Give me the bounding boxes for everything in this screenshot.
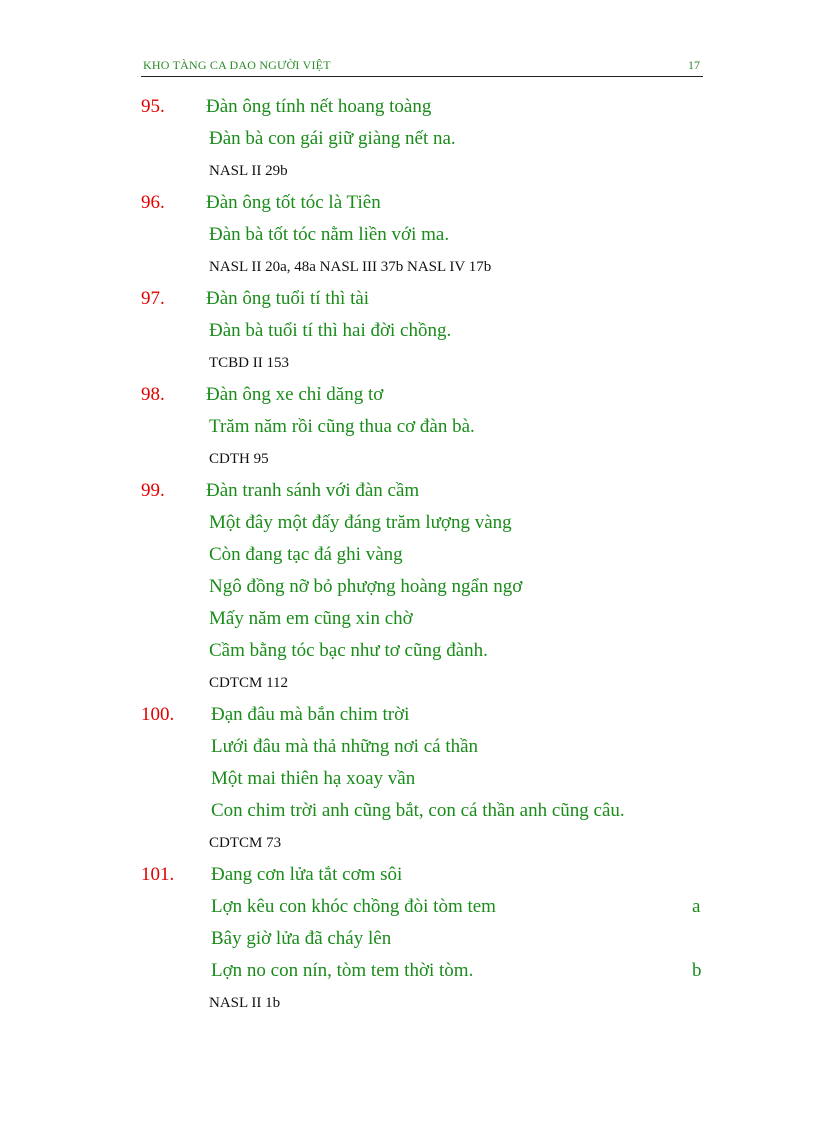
verse-line-text: Ngô đồng nỡ bỏ phượng hoàng ngẩn ngơ (209, 576, 523, 597)
verse-number: 98. (141, 384, 165, 405)
verse-line (0, 475, 816, 507)
book-title: KHO TÀNG CA DAO NGƯỜI VIỆT (143, 58, 331, 72)
verse-line-text: Đàn ông tính nết hoang toàng (206, 96, 432, 117)
verse-line-text: Còn đang tạc đá ghi vàng (209, 544, 403, 565)
verse-line-text: Lưới đâu mà thả những nơi cá thần (211, 736, 479, 757)
verse-line-text: Trăm năm rồi cũng thua cơ đàn bà. (209, 416, 475, 437)
verse-number: 96. (141, 192, 165, 213)
verse-line-text: Đàn tranh sánh với đàn cầm (206, 480, 420, 501)
verse-line (0, 379, 816, 411)
verse-line-text: Mấy năm em cũng xin chờ (209, 608, 413, 629)
verse-line-text: Đàn ông tuổi tí thì tài (206, 288, 370, 309)
verse-line-text: Đạn đâu mà bắn chim trời (211, 704, 410, 725)
source-reference (0, 987, 816, 1019)
verse-line-text: Đàn ông tốt tóc là Tiên (206, 192, 381, 213)
verse-number: 99. (141, 480, 165, 501)
verse-line (0, 91, 816, 123)
source-reference (0, 667, 816, 699)
verse-entry (0, 283, 816, 379)
verse-line-text: Một đây một đấy đáng trăm lượng vàng (209, 512, 512, 533)
verse-number: 101. (141, 864, 175, 885)
verse-line (0, 891, 816, 923)
verse-line-text: Lợn kêu con khóc chồng đòi tòm tem (211, 896, 496, 917)
verse-line (0, 763, 816, 795)
verse-line (0, 635, 816, 667)
verse-line (0, 731, 816, 763)
verse-line-text: Đàn bà tuổi tí thì hai đời chồng. (209, 320, 452, 341)
page-number: 17 (688, 58, 700, 72)
verse-line-text: Bây giờ lửa đã cháy lên (211, 928, 392, 949)
verse-line (0, 923, 816, 955)
variant-mark: a (692, 896, 701, 917)
variant-mark: b (692, 960, 702, 981)
verse-list (0, 91, 816, 1019)
verse-entry (0, 379, 816, 475)
verse-number: 100. (141, 704, 175, 725)
source-reference-text: NASL II 1b (209, 995, 281, 1011)
verse-line-text: Đàn bà con gái giữ giàng nết na. (209, 128, 456, 149)
source-reference (0, 155, 816, 187)
verse-line (0, 507, 816, 539)
verse-entry (0, 91, 816, 187)
source-reference (0, 251, 816, 283)
source-reference-text: NASL II 20a, 48a NASL III 37b NASL IV 17b (209, 259, 492, 275)
verse-line-text: Đang cơn lửa tắt cơm sôi (211, 864, 403, 885)
verse-line (0, 859, 816, 891)
verse-line (0, 539, 816, 571)
source-reference-text: CDTCM 73 (209, 835, 282, 851)
verse-line-text: Lợn no con nín, tòm tem thời tòm. (211, 960, 474, 981)
source-reference-text: CDTH 95 (209, 451, 269, 467)
verse-line (0, 571, 816, 603)
verse-line (0, 955, 816, 987)
verse-number: 95. (141, 96, 165, 117)
verse-line-text: Cầm bằng tóc bạc như tơ cũng đành. (209, 640, 488, 661)
verse-line (0, 219, 816, 251)
verse-number: 97. (141, 288, 165, 309)
source-reference-text: NASL II 29b (209, 163, 288, 179)
verse-entry (0, 475, 816, 699)
source-reference-text: TCBD II 153 (209, 355, 289, 371)
verse-line-text: Con chim trời anh cũng bắt, con cá thần anh cũng câu. (211, 800, 625, 821)
running-header (141, 56, 703, 77)
verse-line (0, 283, 816, 315)
verse-line-text: Đàn bà tốt tóc nằm liền với ma. (209, 224, 450, 245)
verse-line (0, 187, 816, 219)
source-reference (0, 347, 816, 379)
source-reference-text: CDTCM 112 (209, 675, 289, 691)
verse-line-text: Một mai thiên hạ xoay vần (211, 768, 416, 789)
verse-line (0, 603, 816, 635)
verse-line (0, 315, 816, 347)
source-reference (0, 827, 816, 859)
source-reference (0, 443, 816, 475)
verse-line-text: Đàn ông xe chỉ dăng tơ (206, 384, 384, 405)
verse-line (0, 795, 816, 827)
verse-line (0, 699, 816, 731)
verse-entry (0, 187, 816, 283)
verse-entry (0, 859, 816, 1019)
verse-entry (0, 699, 816, 859)
verse-line (0, 123, 816, 155)
verse-line (0, 411, 816, 443)
